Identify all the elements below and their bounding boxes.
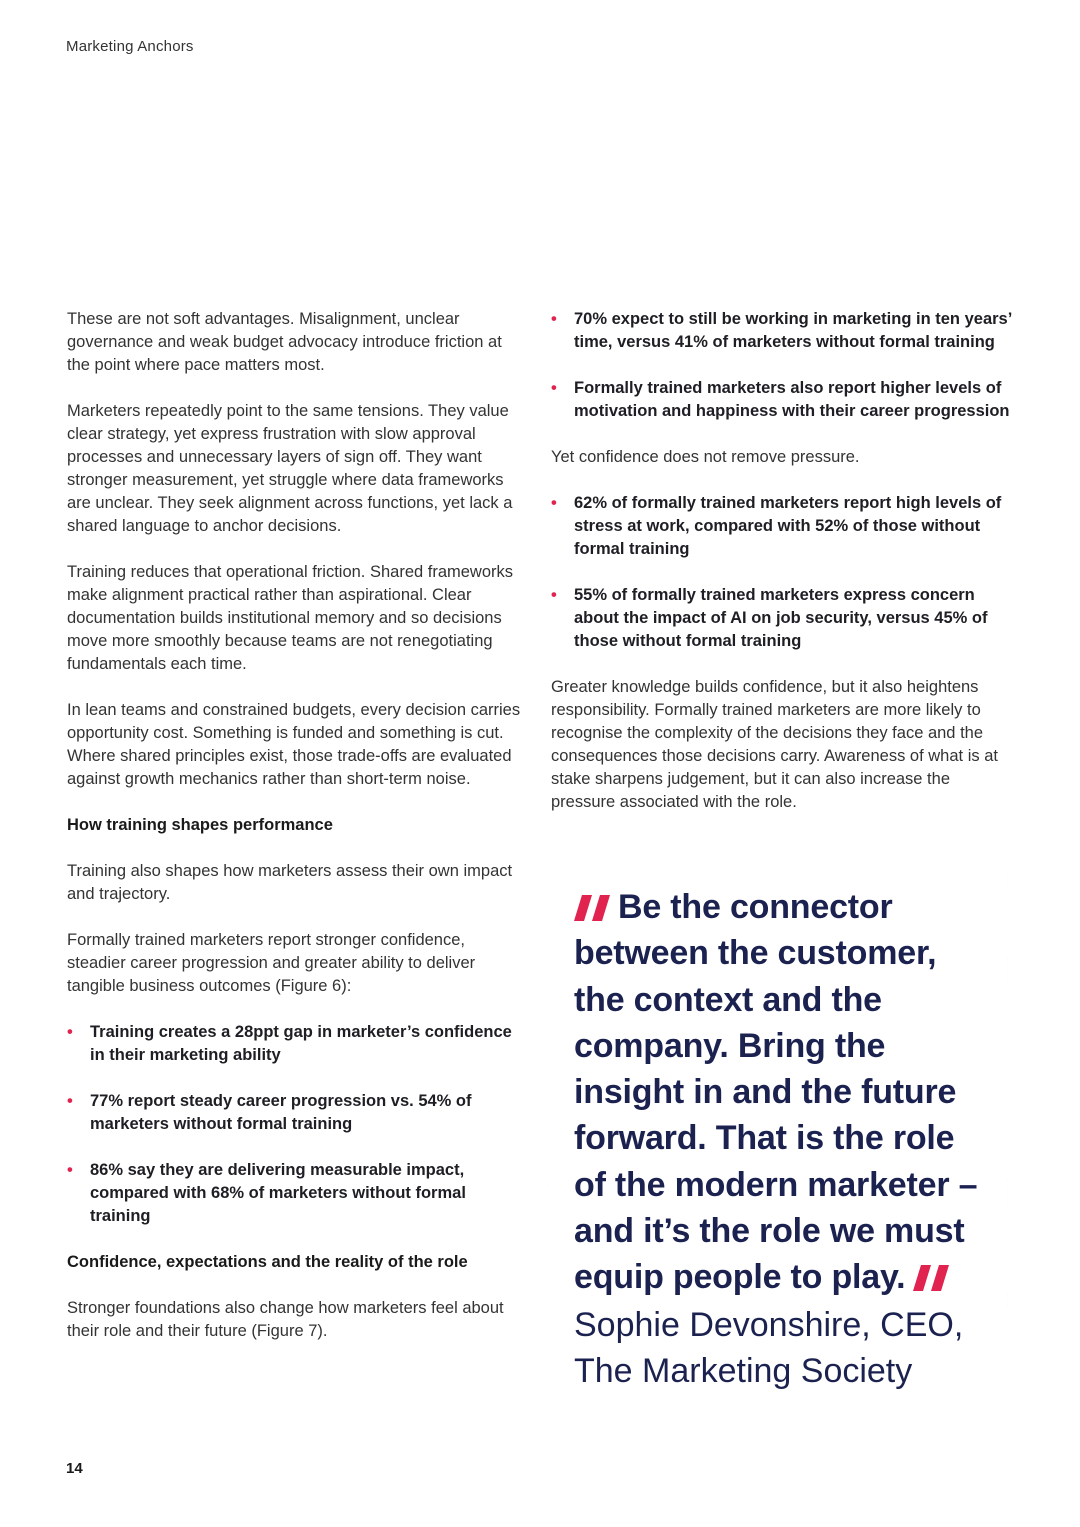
bullet-list [67,1021,522,1228]
bullet-icon: • [551,586,557,604]
bullet-item [551,377,1013,423]
paragraph: Yet confidence does not remove pressure. [551,448,860,466]
bullet-item [551,584,1013,653]
bullet-text: 62% of formally trained marketers report high levels of stress at work, compared with 52% of those without formal training [574,494,1002,558]
bullet-list [551,492,1013,653]
bullet-text: 70% expect to still be working in marketing in ten years’ time, versus 41% of marketers without formal training [574,310,1012,351]
section-heading-confidence: Confidence, expectations and the reality of the role [67,1253,468,1271]
bullet-text: 55% of formally trained marketers express concern about the impact of AI on job security, versus 45% of those without formal training [574,586,988,650]
paragraph: Marketers repeatedly point to the same tensions. They value clear strategy, yet express frustration with slow approval processes and unnecessary layers of sign off. They want stronger measurement, yet struggle where data frameworks are unclear. They seek alignment across functions, yet lack a shared language to anchor decisions. [67,402,513,535]
paragraph: Training reduces that operational friction. Shared frameworks make alignment practical rather than aspirational. Clear documentation builds institutional memory and so decisions move more smoothly because teams are not renegotiating fundamentals each time. [67,563,514,673]
quote-text: Be the connector between the customer, the context and the company. Bring the insight in and the future forward. That is the role of the modern marketer – and it’s the role we must equip people to play. [574,888,978,1297]
close-quote-icon [913,1265,949,1291]
pull-quote [574,884,994,1301]
bullet-item [67,1090,522,1136]
paragraph: Formally trained marketers report stronger confidence, steadier career progression and greater ability to deliver tangible business outcomes (Figure 6): [67,931,476,995]
bullet-item [551,492,1013,561]
left-column [67,308,522,1366]
bullet-icon: • [67,1023,73,1041]
bullet-list [551,308,1013,423]
paragraph: These are not soft advantages. Misalignment, unclear governance and weak budget advocacy introduce friction at the point where pace matters most. [67,310,502,374]
running-header: Marketing Anchors [66,38,194,55]
bullet-text: Training creates a 28ppt gap in marketer’s confidence in their marketing ability [90,1023,512,1064]
bullet-item [67,1021,522,1067]
bullet-icon: • [551,379,557,397]
paragraph: Training also shapes how marketers assess their own impact and trajectory. [67,862,513,903]
bullet-icon: • [551,494,557,512]
bullet-icon: • [67,1092,73,1110]
section-heading-performance: How training shapes performance [67,816,333,834]
paragraph: Stronger foundations also change how marketers feel about their role and their future (Figure 7). [67,1299,504,1340]
bullet-text: Formally trained marketers also report higher levels of motivation and happiness with their career progression [574,379,1010,420]
bullet-item [551,308,1013,354]
bullet-icon: • [551,310,557,328]
right-column [551,308,1013,837]
bullet-icon: • [67,1161,73,1179]
bullet-text: 77% report steady career progression vs. 54% of marketers without formal training [90,1092,472,1133]
open-quote-icon [574,895,610,921]
paragraph: Greater knowledge builds confidence, but it also heightens responsibility. Formally trained marketers are more likely to recognise the complexity of the decisions they face and the consequences those decisions carry. Awareness of what is at stake sharpens judgement, but it can also increase the pressure associated with the role. [551,678,998,811]
bullet-text: 86% say they are delivering measurable impact, compared with 68% of marketers without formal training [90,1161,466,1225]
quote-attribution: Sophie Devonshire, CEO, The Marketing Society [574,1306,964,1391]
bullet-item [67,1159,522,1228]
page-number: 14 [66,1460,83,1477]
paragraph: In lean teams and constrained budgets, every decision carries opportunity cost. Something is funded and something is cut. Where shared principles exist, those trade-offs are evaluated against growth mechanics rather than short-term noise. [67,701,521,788]
